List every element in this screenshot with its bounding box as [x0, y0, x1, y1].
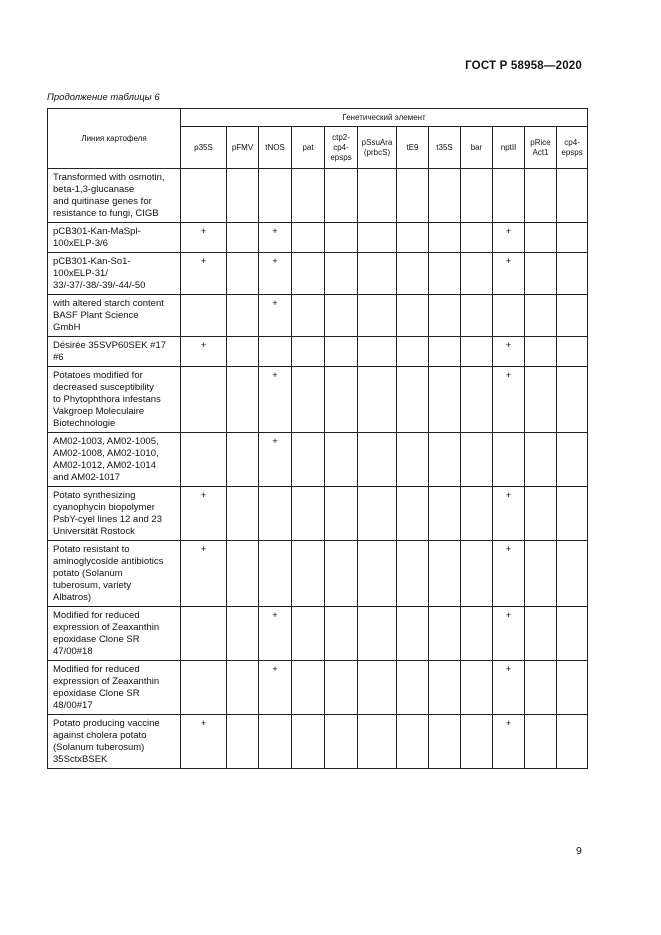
presence-mark — [325, 295, 358, 337]
presence-mark — [557, 253, 588, 295]
presence-mark — [358, 715, 397, 769]
presence-mark — [358, 169, 397, 223]
presence-mark — [557, 367, 588, 433]
presence-mark — [358, 367, 397, 433]
presence-mark — [227, 487, 259, 541]
presence-mark — [397, 169, 429, 223]
presence-mark — [181, 433, 227, 487]
presence-mark — [325, 607, 358, 661]
presence-mark — [292, 367, 325, 433]
presence-mark — [429, 715, 461, 769]
potato-line-name: Modified for reduced expression of Zeaxanthin epoxidase Clone SR 47/00#18 — [48, 607, 181, 661]
table-row — [48, 487, 588, 541]
presence-mark: + — [493, 541, 525, 607]
presence-mark — [461, 607, 493, 661]
potato-line-name: Potatoes modified for decreased susceptibility to Phytophthora infestans Vakgroep Moleculaire Biotechnologie — [48, 367, 181, 433]
presence-mark — [259, 541, 292, 607]
presence-mark: + — [259, 661, 292, 715]
presence-mark — [397, 487, 429, 541]
presence-mark — [397, 253, 429, 295]
table-row — [48, 715, 588, 769]
presence-mark — [557, 661, 588, 715]
presence-mark: + — [493, 607, 525, 661]
presence-mark — [429, 223, 461, 253]
presence-mark — [227, 715, 259, 769]
presence-mark — [397, 367, 429, 433]
presence-mark — [429, 253, 461, 295]
presence-mark: + — [493, 223, 525, 253]
presence-mark: + — [181, 223, 227, 253]
potato-line-name: Potato resistant to aminoglycoside antibiotics potato (Solanum tuberosum, variety Albatros) — [48, 541, 181, 607]
presence-mark: + — [493, 715, 525, 769]
presence-mark — [227, 169, 259, 223]
genetic-elements-table — [47, 108, 588, 769]
presence-mark — [325, 223, 358, 253]
presence-mark — [325, 487, 358, 541]
presence-mark — [461, 487, 493, 541]
presence-mark — [259, 487, 292, 541]
presence-mark — [525, 169, 557, 223]
presence-mark — [325, 337, 358, 367]
column-header: ctp2- cp4- epsps — [325, 127, 358, 169]
presence-mark — [397, 541, 429, 607]
table-row — [48, 433, 588, 487]
presence-mark — [557, 541, 588, 607]
presence-mark — [181, 661, 227, 715]
presence-mark — [525, 541, 557, 607]
presence-mark: + — [181, 715, 227, 769]
presence-mark — [493, 295, 525, 337]
table-row — [48, 607, 588, 661]
presence-mark — [557, 169, 588, 223]
presence-mark — [259, 169, 292, 223]
table-row — [48, 295, 588, 337]
presence-mark — [181, 169, 227, 223]
presence-mark — [292, 223, 325, 253]
presence-mark: + — [259, 253, 292, 295]
presence-mark: + — [493, 337, 525, 367]
presence-mark — [227, 607, 259, 661]
presence-mark — [227, 337, 259, 367]
presence-mark — [557, 715, 588, 769]
table-row — [48, 337, 588, 367]
presence-mark — [292, 661, 325, 715]
presence-mark — [227, 253, 259, 295]
potato-line-name: Potato synthesizing cyanophycin biopolymer PsbY-cyel lines 12 and 23 Universität Rostock — [48, 487, 181, 541]
presence-mark — [292, 337, 325, 367]
presence-mark — [358, 253, 397, 295]
presence-mark — [325, 367, 358, 433]
presence-mark — [493, 169, 525, 223]
presence-mark — [429, 541, 461, 607]
presence-mark — [397, 607, 429, 661]
presence-mark — [525, 367, 557, 433]
presence-mark: + — [259, 223, 292, 253]
presence-mark: + — [181, 337, 227, 367]
table-row — [48, 169, 588, 223]
presence-mark — [292, 715, 325, 769]
presence-mark — [557, 433, 588, 487]
column-header: pFMV — [227, 127, 259, 169]
presence-mark — [397, 223, 429, 253]
presence-mark — [358, 661, 397, 715]
presence-mark — [358, 295, 397, 337]
presence-mark — [461, 295, 493, 337]
presence-mark: + — [493, 367, 525, 433]
column-header: cp4- epsps — [557, 127, 588, 169]
presence-mark — [259, 715, 292, 769]
presence-mark — [181, 607, 227, 661]
presence-mark — [525, 715, 557, 769]
column-header: pRice Act1 — [525, 127, 557, 169]
presence-mark — [525, 223, 557, 253]
table-caption: Продолжение таблицы 6 — [47, 92, 160, 103]
presence-mark — [525, 487, 557, 541]
presence-mark — [429, 295, 461, 337]
presence-mark — [429, 433, 461, 487]
presence-mark — [227, 295, 259, 337]
presence-mark — [292, 295, 325, 337]
presence-mark: + — [259, 295, 292, 337]
potato-line-name: AM02-1003, AM02-1005, AM02-1008, AM02-1010, AM02-1012, AM02-1014 and AM02-1017 — [48, 433, 181, 487]
presence-mark — [461, 661, 493, 715]
presence-mark — [227, 661, 259, 715]
table-row — [48, 541, 588, 607]
presence-mark — [181, 367, 227, 433]
standard-number: ГОСТ Р 58958—2020 — [465, 60, 582, 72]
page-number: 9 — [576, 845, 582, 857]
table-row — [48, 661, 588, 715]
presence-mark — [429, 367, 461, 433]
column-header: pat — [292, 127, 325, 169]
potato-line-name: Modified for reduced expression of Zeaxanthin epoxidase Clone SR 48/00#17 — [48, 661, 181, 715]
presence-mark — [461, 253, 493, 295]
presence-mark — [325, 715, 358, 769]
presence-mark — [292, 607, 325, 661]
potato-line-name: with altered starch content BASF Plant Science GmbH — [48, 295, 181, 337]
presence-mark — [461, 169, 493, 223]
presence-mark — [358, 487, 397, 541]
column-header: tNOS — [259, 127, 292, 169]
presence-mark: + — [259, 607, 292, 661]
presence-mark — [181, 295, 227, 337]
presence-mark — [461, 223, 493, 253]
column-header: pSsuAra (prbcS) — [358, 127, 397, 169]
presence-mark — [461, 367, 493, 433]
presence-mark — [325, 433, 358, 487]
table-row — [48, 223, 588, 253]
presence-mark — [325, 541, 358, 607]
group-header: Генетический элемент — [181, 109, 588, 127]
presence-mark — [429, 337, 461, 367]
presence-mark — [429, 487, 461, 541]
column-header: t35S — [429, 127, 461, 169]
row-header: Линия картофеля — [48, 109, 181, 169]
presence-mark: + — [493, 253, 525, 295]
presence-mark: + — [181, 253, 227, 295]
presence-mark — [292, 433, 325, 487]
column-header: tE9 — [397, 127, 429, 169]
presence-mark — [429, 661, 461, 715]
presence-mark — [429, 169, 461, 223]
presence-mark — [525, 295, 557, 337]
presence-mark — [461, 541, 493, 607]
presence-mark: + — [181, 487, 227, 541]
presence-mark — [358, 607, 397, 661]
presence-mark — [292, 487, 325, 541]
presence-mark — [397, 295, 429, 337]
presence-mark — [358, 541, 397, 607]
presence-mark — [292, 253, 325, 295]
table-row — [48, 367, 588, 433]
presence-mark — [429, 607, 461, 661]
presence-mark — [227, 223, 259, 253]
presence-mark — [358, 337, 397, 367]
presence-mark: + — [181, 541, 227, 607]
potato-line-name: Désirée 35SVP60SEK #17 #6 — [48, 337, 181, 367]
presence-mark: + — [259, 367, 292, 433]
presence-mark — [292, 541, 325, 607]
potato-line-name: Potato producing vaccine against cholera potato (Solanum tuberosum) 35SctxBSEK — [48, 715, 181, 769]
presence-mark — [325, 253, 358, 295]
presence-mark — [259, 337, 292, 367]
column-header: p35S — [181, 127, 227, 169]
presence-mark: + — [493, 487, 525, 541]
presence-mark — [557, 223, 588, 253]
presence-mark — [557, 295, 588, 337]
presence-mark — [557, 607, 588, 661]
presence-mark — [397, 715, 429, 769]
presence-mark — [358, 223, 397, 253]
presence-mark — [358, 433, 397, 487]
potato-line-name: pCB301-Kan-MaSpl- 100xELP-3/6 — [48, 223, 181, 253]
presence-mark — [325, 169, 358, 223]
presence-mark — [227, 541, 259, 607]
presence-mark — [397, 433, 429, 487]
column-header: nptII — [493, 127, 525, 169]
presence-mark — [557, 487, 588, 541]
presence-mark: + — [493, 661, 525, 715]
presence-mark — [557, 337, 588, 367]
presence-mark: + — [259, 433, 292, 487]
presence-mark — [227, 433, 259, 487]
presence-mark — [525, 253, 557, 295]
presence-mark — [397, 661, 429, 715]
presence-mark — [461, 715, 493, 769]
potato-line-name: pCB301-Kan-So1- 100xELP-31/ 33/-37/-38/-39/-44/-50 — [48, 253, 181, 295]
presence-mark — [292, 169, 325, 223]
presence-mark — [493, 433, 525, 487]
table-row — [48, 253, 588, 295]
presence-mark — [227, 367, 259, 433]
presence-mark — [397, 337, 429, 367]
column-header: bar — [461, 127, 493, 169]
presence-mark — [525, 607, 557, 661]
presence-mark — [525, 661, 557, 715]
presence-mark — [461, 433, 493, 487]
presence-mark — [461, 337, 493, 367]
potato-line-name: Transformed with osmotin, beta-1,3-glucanase and quitinase genes for resistance to fungi, CIGB — [48, 169, 181, 223]
presence-mark — [325, 661, 358, 715]
presence-mark — [525, 433, 557, 487]
presence-mark — [525, 337, 557, 367]
